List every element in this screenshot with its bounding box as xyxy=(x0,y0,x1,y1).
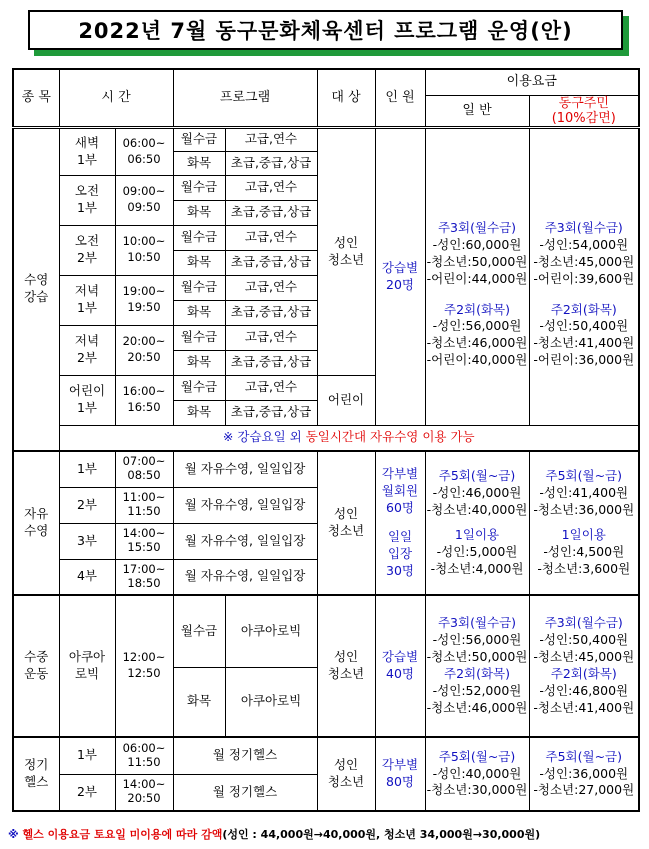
free-fee-resident-a2: -성인:4,500원 xyxy=(543,543,625,559)
health-session-2: 2부 xyxy=(59,774,115,811)
footnote-mark: ※ xyxy=(8,828,23,841)
swim-level-a-3: 고급,연수 xyxy=(225,225,317,250)
health-program-1: 월 정기헬스 xyxy=(173,737,317,774)
health-time-2: 14:00~ 20:50 xyxy=(115,774,173,811)
swim-fee-resident-a2: -성인:50,400원 xyxy=(539,318,629,334)
swim-time-4: 19:00~ 19:50 xyxy=(115,275,173,325)
swim-level-b-2: 초급,중급,상급 xyxy=(225,200,317,225)
swim-session-5: 저녁 2부 xyxy=(59,325,115,375)
health-program-2: 월 정기헬스 xyxy=(173,774,317,811)
free-capacity-monthly: 각부별 월회원 60명 xyxy=(381,466,419,516)
header-capacity: 인 원 xyxy=(375,69,425,127)
swim-level-b-6: 초급,중급,상급 xyxy=(225,400,317,425)
aqua-fee-resident-h2: 주2회(화목) xyxy=(550,666,617,681)
footnote-detail: (성인 : 44,000원→40,000원, 청소년 34,000원→30,000원) xyxy=(222,828,541,841)
swim-fee-general-h2: 주2회(화목) xyxy=(444,301,511,317)
free-session-2: 2부 xyxy=(59,487,115,523)
header-program: 프로그램 xyxy=(173,69,317,127)
swim-day-a-3: 월수금 xyxy=(173,225,225,250)
free-capacity-daily: 일일 입장 30명 xyxy=(386,529,414,578)
swim-day-b-1: 화목 xyxy=(173,151,225,175)
health-fee-resident-a1: -성인:36,000원 xyxy=(539,765,629,781)
header-target: 대 상 xyxy=(317,69,375,127)
health-capacity: 각부별 80명 xyxy=(375,737,425,811)
swim-day-a-2: 월수금 xyxy=(173,175,225,200)
aqua-program-a: 아쿠아로빅 xyxy=(225,595,317,667)
swim-day-a-1: 월수금 xyxy=(173,127,225,151)
free-program-4: 월 자유수영, 일일입장 xyxy=(173,559,317,595)
free-session-3: 3부 xyxy=(59,523,115,559)
swim-fee-general xyxy=(425,127,529,425)
aqua-fee-general-a2: -성인:52,000원 xyxy=(432,682,522,698)
swim-lesson-category: 수영 강습 xyxy=(13,127,59,451)
aqua-category: 수중 운동 xyxy=(13,595,59,737)
free-fee-general-h1: 주5회(월~금) xyxy=(438,468,516,484)
swim-level-a-1: 고급,연수 xyxy=(225,127,317,151)
free-session-4: 4부 xyxy=(59,559,115,595)
swim-note-b: 동일시간대 자유수영 이용 가능 xyxy=(305,429,475,445)
swim-level-a-6: 고급,연수 xyxy=(225,375,317,400)
swim-time-5: 20:00~ 20:50 xyxy=(115,325,173,375)
swim-session-3: 오전 2부 xyxy=(59,225,115,275)
aqua-fee-general xyxy=(425,595,529,737)
swim-level-b-5: 초급,중급,상급 xyxy=(225,350,317,375)
swim-day-b-6: 화목 xyxy=(173,400,225,425)
header-time: 시 간 xyxy=(59,69,173,127)
aqua-fee-resident-y1: -청소년:45,000원 xyxy=(533,649,635,665)
swim-session-6: 어린이 1부 xyxy=(59,375,115,425)
aqua-day-a: 월수금 xyxy=(173,595,225,667)
swim-fee-resident-a1: -성인:54,000원 xyxy=(539,236,629,252)
aqua-time: 12:00~ 12:50 xyxy=(115,595,173,737)
aqua-capacity: 강습별 40명 xyxy=(375,595,425,737)
free-session-1: 1부 xyxy=(59,451,115,487)
health-fee-resident-h1: 주5회(월~금) xyxy=(545,748,623,764)
free-swim-target: 성인 청소년 xyxy=(317,451,375,595)
swim-fee-resident-h1: 주3회(월수금) xyxy=(544,220,623,235)
swim-level-b-3: 초급,중급,상급 xyxy=(225,250,317,275)
aqua-target: 성인 청소년 xyxy=(317,595,375,737)
title-banner xyxy=(28,10,623,50)
swim-capacity: 강습별 20명 xyxy=(375,127,425,425)
swim-time-1: 06:00~ 06:50 xyxy=(115,127,173,175)
program-table xyxy=(12,68,640,812)
swim-day-b-5: 화목 xyxy=(173,350,225,375)
free-time-1: 07:00~ 08:50 xyxy=(115,451,173,487)
footnote xyxy=(8,826,540,842)
health-time-1: 06:00~ 11:50 xyxy=(115,737,173,774)
swim-fee-general-h1: 주3회(월수금) xyxy=(437,220,517,235)
swim-fee-general-y2: -청소년:46,000원 xyxy=(426,335,528,351)
header-category: 종 목 xyxy=(13,69,59,127)
free-fee-general-h2: 1일이용 xyxy=(454,527,500,542)
aqua-fee-general-h1: 주3회(월수금) xyxy=(437,615,517,631)
header-fee: 이용요금 xyxy=(425,69,639,95)
swim-fee-general-y1: -청소년:50,000원 xyxy=(426,253,528,269)
free-swim-category: 자유 수영 xyxy=(13,451,59,595)
swim-level-a-2: 고급,연수 xyxy=(225,175,317,200)
free-program-2: 월 자유수영, 일일입장 xyxy=(173,487,317,523)
header-fee-resident-label: 동구주민 xyxy=(558,95,609,111)
swim-day-a-6: 월수금 xyxy=(173,375,225,400)
header-fee-resident xyxy=(529,95,639,127)
aqua-session: 아쿠아 로빅 xyxy=(59,595,115,737)
swim-fee-general-c1: -어린이:44,000원 xyxy=(426,270,528,286)
swim-day-b-2: 화목 xyxy=(173,200,225,225)
swim-level-a-4: 고급,연수 xyxy=(225,275,317,300)
aqua-program-b: 아쿠아로빅 xyxy=(225,667,317,737)
footnote-main: 헬스 이용요금 토요일 미이용에 따라 감액 xyxy=(22,828,223,841)
health-session-1: 1부 xyxy=(59,737,115,774)
free-fee-resident-y2: -청소년:3,600원 xyxy=(537,560,631,576)
free-time-2: 11:00~ 11:50 xyxy=(115,487,173,523)
swim-fee-resident-h2: 주2회(화목) xyxy=(550,301,617,317)
health-fee-general-a1: -성인:40,000원 xyxy=(432,765,522,781)
aqua-fee-general-y1: -청소년:50,000원 xyxy=(426,649,528,665)
swim-time-6: 16:00~ 16:50 xyxy=(115,375,173,425)
swim-level-b-1: 초급,중급,상급 xyxy=(225,151,317,175)
aqua-fee-resident-a2: -성인:46,800원 xyxy=(539,682,629,698)
header-fee-general: 일 반 xyxy=(425,95,529,127)
free-fee-resident-h1: 주5회(월~금) xyxy=(545,468,623,484)
aqua-fee-resident-h1: 주3회(월수금) xyxy=(544,615,623,631)
swim-fee-general-a2: -성인:56,000원 xyxy=(432,318,522,334)
health-category: 정기 헬스 xyxy=(13,737,59,811)
free-fee-general xyxy=(425,451,529,595)
free-program-3: 월 자유수영, 일일입장 xyxy=(173,523,317,559)
free-fee-general-a1: -성인:46,000원 xyxy=(432,485,522,501)
swim-fee-resident-c2: -어린이:36,000원 xyxy=(533,352,635,368)
free-fee-general-a2: -성인:5,000원 xyxy=(436,543,518,559)
free-time-4: 17:00~ 18:50 xyxy=(115,559,173,595)
free-fee-general-y2: -청소년:4,000원 xyxy=(430,560,524,576)
free-swim-capacity xyxy=(375,451,425,595)
aqua-fee-resident xyxy=(529,595,639,737)
swim-day-a-4: 월수금 xyxy=(173,275,225,300)
swim-note-a: ※ 강습요일 외 xyxy=(222,429,306,445)
aqua-fee-general-a1: -성인:56,000원 xyxy=(432,632,522,648)
free-fee-resident-a1: -성인:41,400원 xyxy=(539,485,629,501)
swim-session-1: 새벽 1부 xyxy=(59,127,115,175)
aqua-day-b: 화목 xyxy=(173,667,225,737)
health-fee-resident xyxy=(529,737,639,811)
swim-target-adult: 성인 청소년 xyxy=(317,127,375,375)
aqua-fee-resident-y2: -청소년:41,400원 xyxy=(533,699,635,715)
page-title: 2022년 7월 동구문화체육센터 프로그램 운영(안) xyxy=(28,10,623,50)
free-fee-resident xyxy=(529,451,639,595)
swim-day-b-3: 화목 xyxy=(173,250,225,275)
free-program-1: 월 자유수영, 일일입장 xyxy=(173,451,317,487)
swim-fee-resident-y2: -청소년:41,400원 xyxy=(533,335,635,351)
swim-fee-general-c2: -어린이:40,000원 xyxy=(426,352,528,368)
swim-fee-resident xyxy=(529,127,639,425)
free-fee-resident-h2: 1일이용 xyxy=(561,527,606,542)
aqua-fee-resident-a1: -성인:50,400원 xyxy=(539,632,629,648)
swim-time-2: 09:00~ 09:50 xyxy=(115,175,173,225)
header-fee-resident-sub: (10%감면) xyxy=(551,110,616,126)
swim-session-2: 오전 1부 xyxy=(59,175,115,225)
aqua-fee-general-h2: 주2회(화목) xyxy=(444,666,511,681)
swim-target-child: 어린이 xyxy=(317,375,375,425)
aqua-fee-general-y2: -청소년:46,000원 xyxy=(426,699,528,715)
health-fee-general-h1: 주5회(월~금) xyxy=(438,748,516,764)
free-fee-general-y1: -청소년:40,000원 xyxy=(426,502,528,518)
health-fee-resident-y1: -청소년:27,000원 xyxy=(533,782,635,798)
swim-fee-resident-c1: -어린이:39,600원 xyxy=(533,270,635,286)
swim-day-b-4: 화목 xyxy=(173,300,225,325)
free-time-3: 14:00~ 15:50 xyxy=(115,523,173,559)
swim-fee-general-a1: -성인:60,000원 xyxy=(432,236,522,252)
swim-time-3: 10:00~ 10:50 xyxy=(115,225,173,275)
health-fee-general-y1: -청소년:30,000원 xyxy=(426,782,528,798)
swim-day-a-5: 월수금 xyxy=(173,325,225,350)
swim-fee-resident-y1: -청소년:45,000원 xyxy=(533,253,635,269)
swim-session-4: 저녁 1부 xyxy=(59,275,115,325)
swim-level-a-5: 고급,연수 xyxy=(225,325,317,350)
free-fee-resident-y1: -청소년:36,000원 xyxy=(533,502,635,518)
health-target: 성인 청소년 xyxy=(317,737,375,811)
health-fee-general xyxy=(425,737,529,811)
swim-lesson-note xyxy=(59,425,639,451)
swim-level-b-4: 초급,중급,상급 xyxy=(225,300,317,325)
